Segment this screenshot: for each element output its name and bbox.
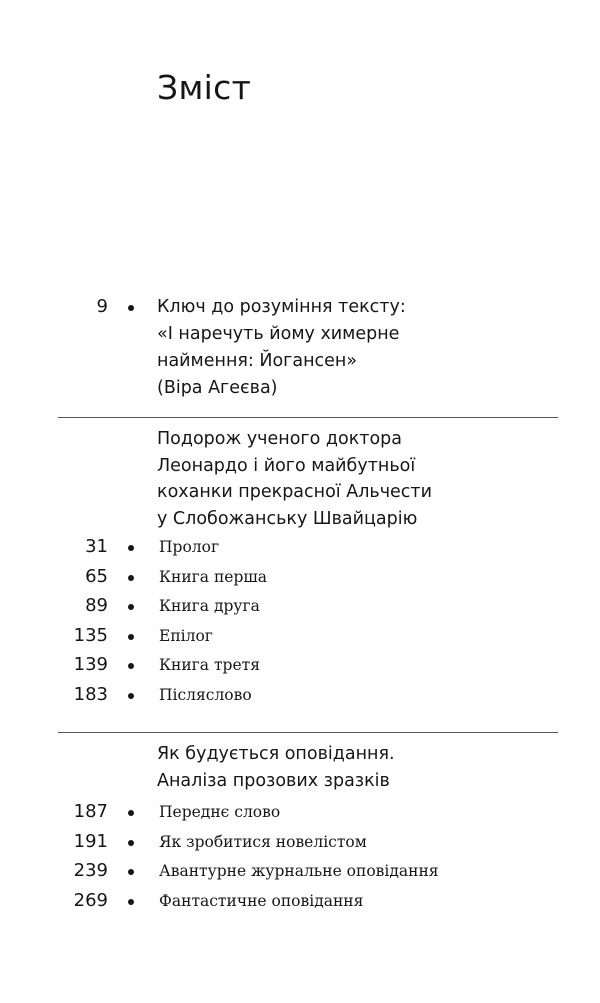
bullet-dot-icon <box>128 575 134 581</box>
section-heading-line: Леонардо і його майбутньої <box>157 455 416 476</box>
entry-title-line: наймення: Йогансен» <box>157 351 358 371</box>
page-number: 31 <box>85 536 108 557</box>
entry-title: Книга третя <box>159 656 260 674</box>
page-number: 183 <box>73 684 108 705</box>
entry-title: Як зробитися новелістом <box>159 833 367 851</box>
entry-title-line: Ключ до розуміння тексту: <box>157 297 406 317</box>
entry-title: Пролог <box>159 538 220 556</box>
section-divider <box>58 417 558 418</box>
bullet-dot-icon <box>128 810 134 816</box>
section-heading <box>157 741 395 794</box>
section-divider <box>58 732 558 733</box>
bullet-dot-icon <box>128 634 134 640</box>
section-heading-line: Подорож ученого доктора <box>157 429 402 449</box>
entry-title: Післяслово <box>159 686 252 704</box>
entry-title: Книга перша <box>159 568 268 586</box>
page-number: 269 <box>73 890 108 911</box>
page-number: 187 <box>73 801 108 822</box>
section-heading <box>157 426 432 532</box>
section-heading-line: у Слобожанську Швайцарію <box>157 508 418 529</box>
bullet-dot-icon <box>128 869 134 875</box>
page-number: 65 <box>85 566 108 587</box>
bullet-dot-icon <box>128 545 134 551</box>
bullet-dot-icon <box>128 693 134 699</box>
entry-title: Переднє слово <box>159 803 281 821</box>
entry-title-line: (Віра Агеєва) <box>157 378 278 398</box>
entry-title: Епілог <box>159 627 213 645</box>
page-number: 9 <box>96 296 108 317</box>
page-number: 89 <box>85 595 108 616</box>
page-title: Зміст <box>157 68 252 107</box>
page-number: 191 <box>73 831 108 852</box>
section-heading-line: Як будується оповідання. <box>157 744 395 764</box>
bullet-dot-icon <box>128 663 134 669</box>
bullet-dot-icon <box>128 604 134 610</box>
section-heading-line: Аналіза прозових зразків <box>157 770 390 791</box>
entry-title <box>157 294 406 402</box>
entry-title-line: «І наречуть йому химерне <box>157 324 400 344</box>
page-number: 135 <box>73 625 108 646</box>
bullet-dot-icon <box>128 899 134 905</box>
bullet-dot-icon <box>128 305 134 311</box>
entry-title: Фантастичне оповідання <box>159 892 364 910</box>
entry-title: Авантурне журнальне оповідання <box>159 862 439 880</box>
section-heading-line: коханки прекрасної Альчести <box>157 482 432 502</box>
entry-title: Книга друга <box>159 597 260 615</box>
page-number: 139 <box>73 654 108 675</box>
bullet-dot-icon <box>128 840 134 846</box>
page-number: 239 <box>73 860 108 881</box>
